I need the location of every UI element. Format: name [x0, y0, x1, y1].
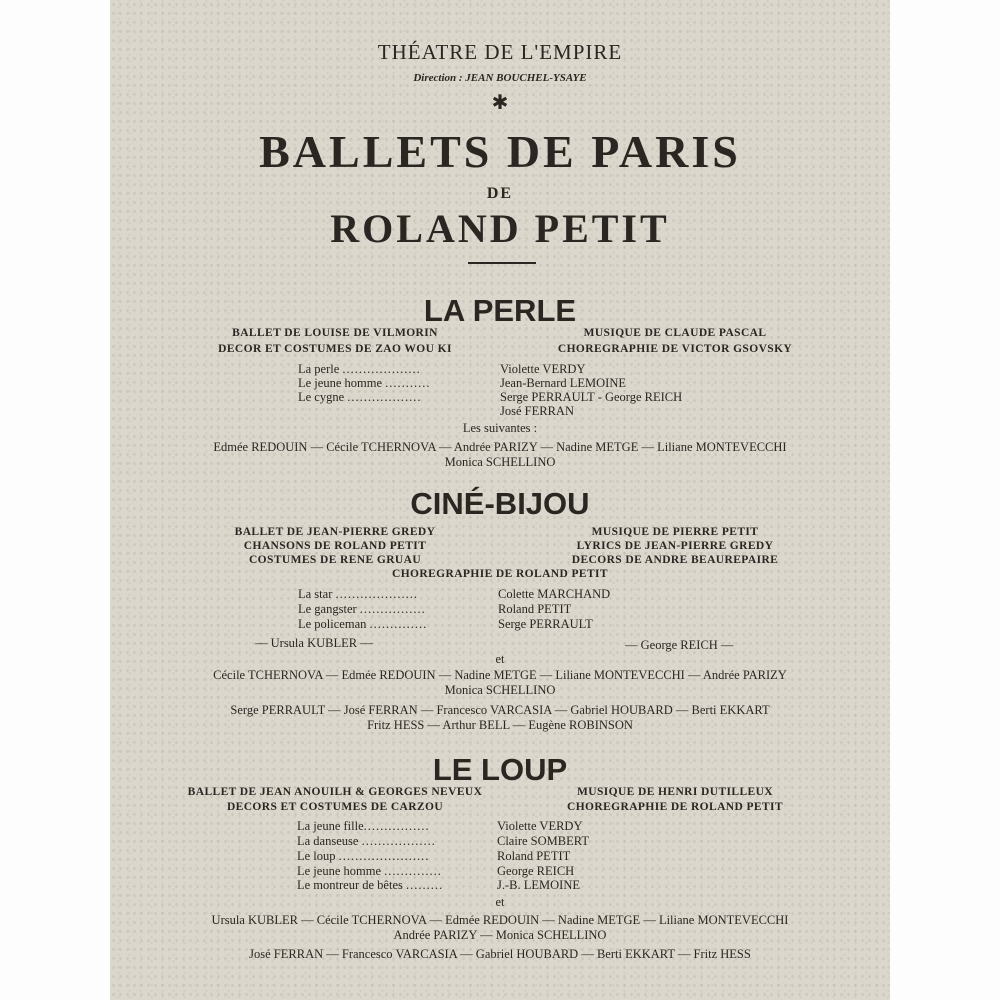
cast-role: Le montreur de bêtes ......... — [297, 878, 444, 892]
cast-role: Le cygne .................. — [298, 390, 422, 404]
cast-role: Le policeman .............. — [298, 617, 428, 631]
credit-left: DECOR ET COSTUMES DE ZAO WOU KI — [218, 343, 452, 355]
choreography-credit: CHOREGRAPHIE DE ROLAND PETIT — [392, 568, 608, 580]
ballet-title-le-loup: LE LOUP — [432, 752, 568, 787]
credit-left: DECORS ET COSTUMES DE CARZOU — [226, 801, 444, 813]
ensemble-line: Andrée PARIZY — Monica SCHELLINO — [393, 928, 607, 942]
cast-dancer: Roland PETIT — [498, 602, 572, 616]
ensemble-line: José FERRAN — Francesco VARCASIA — Gabriel HOUBARD — Berti EKKART — Fritz HESS — [249, 947, 751, 961]
cast-dancer: J.-B. LEMOINE — [497, 878, 580, 892]
credit-right: CHOREGRAPHIE DE ROLAND PETIT — [567, 801, 783, 813]
ensemble-line: Ursula KUBLER — Cécile TCHERNOVA — Edmée REDOUIN — Nadine METGE — Liliane MONTEVECCHI — [211, 913, 789, 927]
credit-right: MUSIQUE DE PIERRE PETIT — [591, 526, 759, 538]
cast-dancer: Violette VERDY — [500, 362, 586, 376]
et-separator: et — [495, 652, 505, 666]
credit-right: CHOREGRAPHIE DE VICTOR GSOVSKY — [557, 343, 793, 355]
cast-dancer: Serge PERRAULT - George REICH — [500, 390, 683, 404]
cast-dancer: Serge PERRAULT — [498, 617, 593, 631]
credit-left: COSTUMES DE RENE GRUAU — [248, 554, 422, 566]
cast-role: Le jeune homme ........... — [298, 376, 431, 390]
credit-right: DECORS DE ANDRE BEAUREPAIRE — [571, 554, 779, 566]
cast-dancer: Roland PETIT — [497, 849, 571, 863]
cast-dancer: Claire SOMBERT — [497, 834, 589, 848]
company-title-de: DE — [486, 185, 514, 202]
ensemble-line: Monica SCHELLINO — [444, 683, 556, 697]
ensemble-line: Fritz HESS — Arthur BELL — Eugène ROBINSON — [367, 718, 633, 732]
star-ornament-icon: ✱ — [491, 92, 509, 114]
ensemble-line: Cécile TCHERNOVA — Edmée REDOUIN — Nadine METGE — Liliane MONTEVECCHI — Andrée PARIZY — [213, 668, 787, 682]
cast-role: La star .................... — [298, 587, 418, 601]
ensemble-line: Edmée REDOUIN — Cécile TCHERNOVA — Andrée PARIZY — Nadine METGE — Liliane MONTEVECCHI — [213, 440, 787, 454]
program-sheet — [110, 0, 890, 1000]
cast-role: Le loup ...................... — [297, 849, 430, 863]
cast-dancer: Jean-Bernard LEMOINE — [500, 376, 626, 390]
et-separator: et — [495, 895, 505, 909]
cast-role: La perle ................... — [298, 362, 421, 376]
credit-right: LYRICS DE JEAN-PIERRE GREDY — [576, 540, 774, 552]
theatre-name: THÉATRE DE L'EMPIRE — [377, 40, 623, 64]
direction-line: Direction : JEAN BOUCHEL-YSAYE — [413, 72, 587, 84]
suivantes-label: Les suivantes : — [462, 421, 538, 435]
cast-dancer: George REICH — [497, 864, 575, 878]
ensemble-line: Monica SCHELLINO — [444, 455, 556, 469]
title-divider — [468, 262, 536, 264]
cast-role: Le jeune homme .............. — [297, 864, 442, 878]
cast-dancer: José FERRAN — [500, 404, 574, 418]
company-title: BALLETS DE PARIS — [259, 126, 741, 177]
cast-dancer: Violette VERDY — [497, 819, 583, 833]
ensemble-line: Serge PERRAULT — José FERRAN — Francesco VARCASIA — Gabriel HOUBARD — Berti EKKART — [230, 703, 770, 717]
credit-left: BALLET DE JEAN ANOUILH & GEORGES NEVEUX — [187, 786, 483, 798]
guest-dancer-right: — George REICH — — [625, 638, 734, 652]
company-director: ROLAND PETIT — [330, 206, 670, 251]
credit-left: BALLET DE LOUISE DE VILMORIN — [232, 327, 438, 339]
credit-right: MUSIQUE DE HENRI DUTILLEUX — [576, 786, 774, 798]
cast-dancer: Colette MARCHAND — [498, 587, 611, 601]
credit-right: MUSIQUE DE CLAUDE PASCAL — [583, 327, 767, 339]
ballet-title-la-perle: LA PERLE — [423, 293, 577, 328]
credit-left: BALLET DE JEAN-PIERRE GREDY — [234, 526, 436, 538]
guest-dancer-left: — Ursula KUBLER — — [255, 636, 373, 650]
credit-left: CHANSONS DE ROLAND PETIT — [243, 540, 427, 552]
cast-role: La jeune fille................ — [297, 819, 430, 833]
cast-role: Le gangster ................ — [298, 602, 426, 616]
ballet-title-cine-bijou: CINÉ-BIJOU — [410, 486, 590, 521]
cast-role: La danseuse .................. — [297, 834, 436, 848]
